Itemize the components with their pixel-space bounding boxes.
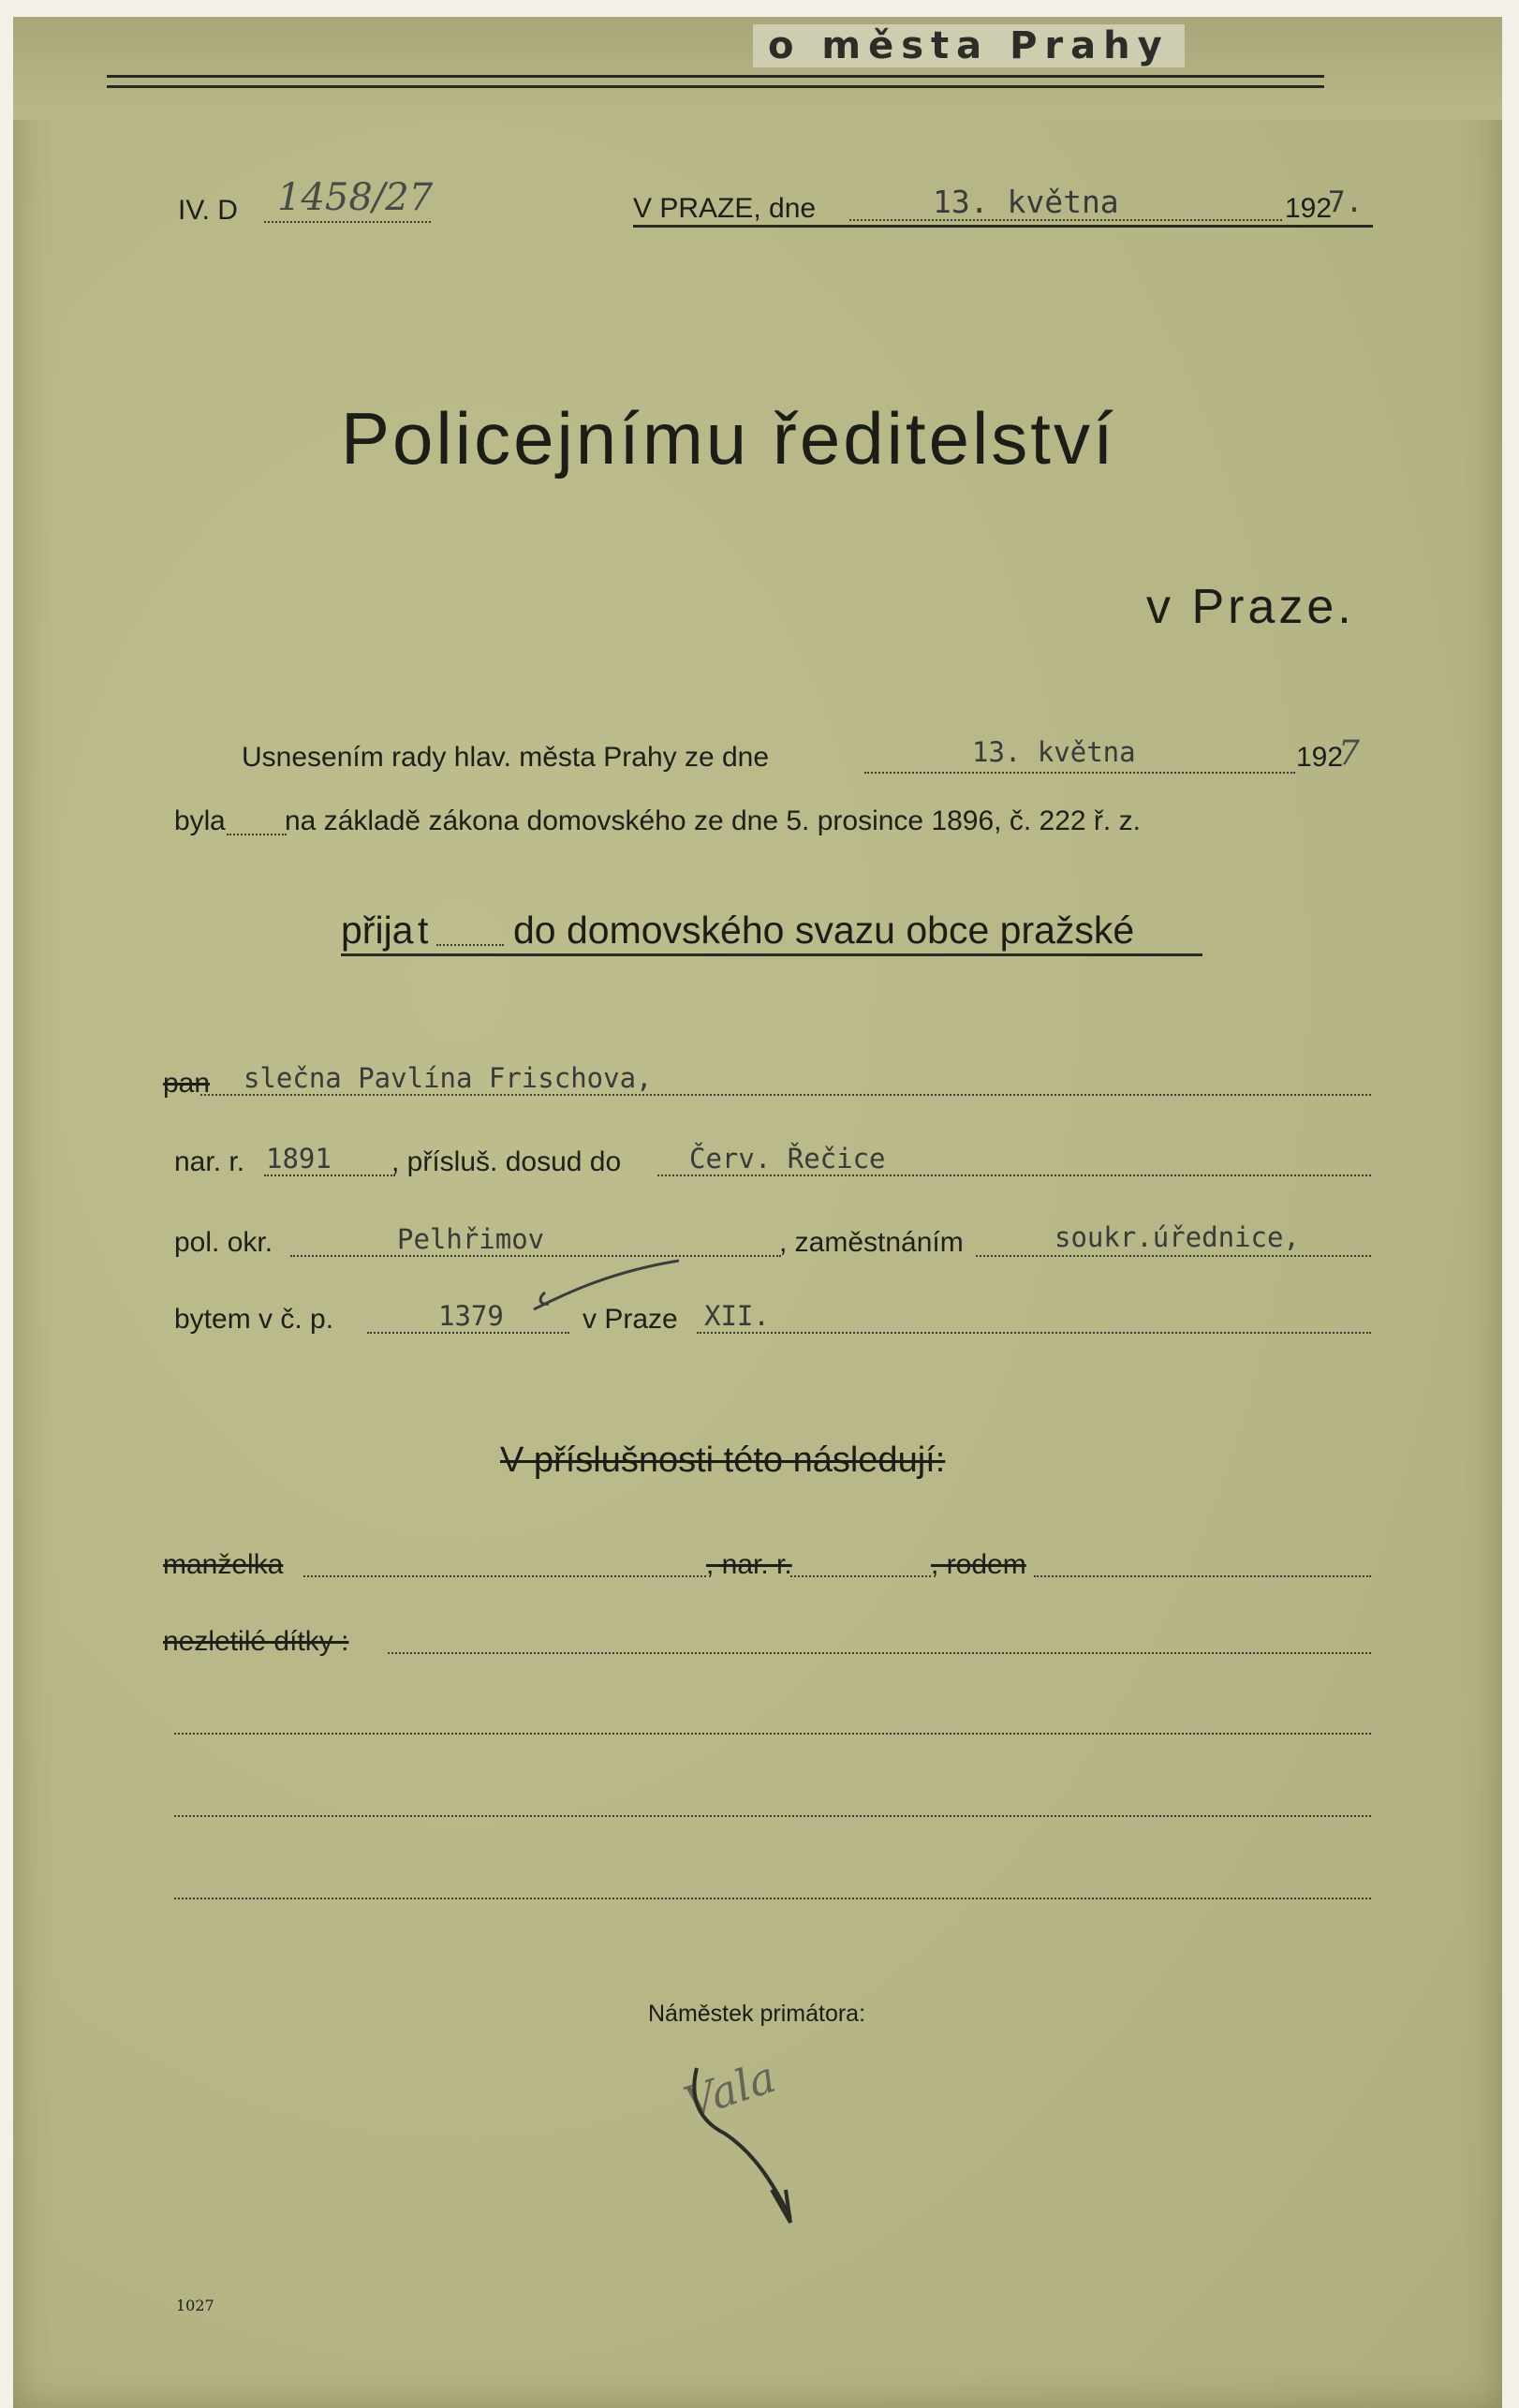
addressee-line2: v Praze. [1146, 580, 1355, 634]
signature-flourish [669, 2049, 837, 2237]
praze-label: v Praze [583, 1304, 678, 1335]
resolution-year-prefix: 192 [1296, 742, 1344, 773]
year-digit: 7. [1328, 185, 1364, 219]
birth-year: 1891 [266, 1143, 332, 1174]
following-heading: V příslušnosti této následují: [500, 1440, 946, 1480]
byl-suffix: a [210, 805, 226, 836]
signature-label: Náměstek primátora: [648, 2001, 866, 2027]
ref-number: 1458/27 [277, 176, 434, 219]
document-sheet [13, 17, 1502, 2408]
header-double-rule [107, 75, 1324, 88]
ref-prefix: IV. D [178, 195, 238, 226]
addressee-line1: Policejnímu ředitelství [341, 397, 1116, 480]
place-date-label: V PRAZE, dne [633, 193, 817, 224]
byl-prefix: byl [174, 805, 211, 836]
nar-label: nar. r. [174, 1146, 245, 1177]
prislus-label: , přísluš. dosud do [391, 1146, 622, 1177]
date-written: 13. května [933, 184, 1119, 220]
okr-label: pol. okr. [174, 1227, 273, 1258]
rodem-label: , rodem [931, 1549, 1026, 1580]
manzelka-label: manželka [163, 1549, 284, 1580]
spouse-nar-label: , nar. r. [706, 1549, 792, 1580]
occupation: soukr.úřednice, [1054, 1221, 1300, 1253]
law-text: na základě zákona domovského ze dne 5. prosince 1896, č. 222 ř. z. [285, 805, 1141, 836]
office-header-fragment: o města Prahy [753, 24, 1185, 67]
resolution-year-digit: 7 [1338, 734, 1360, 773]
signature-text: Vala [678, 2051, 782, 2128]
form-code: 1027 [176, 2297, 214, 2314]
prijat-suffix: t [418, 909, 429, 952]
zam-label: , zaměstnáním [779, 1227, 964, 1258]
bytem-label: bytem v č. p. [174, 1304, 334, 1335]
prior-domicile: Červ. Řečice [689, 1143, 886, 1174]
resolution-date: 13. května [972, 736, 1136, 768]
person-name: slečna Pavlína Frischova, [243, 1062, 653, 1094]
resolution-text: Usnesením rady hlav. města Prahy ze dne [242, 742, 770, 773]
prijat-rest: do domovského svazu obce pražské [513, 909, 1135, 952]
prijat-prefix: přija [341, 909, 414, 952]
ditky-label: nezletilé dítky : [163, 1626, 349, 1657]
district-number: XII. [704, 1300, 770, 1332]
year-prefix: 192 [1285, 193, 1333, 224]
pan-label-struck: pan [163, 1068, 211, 1099]
house-number: 1379 [438, 1300, 504, 1332]
district: Pelhřimov [397, 1223, 545, 1255]
